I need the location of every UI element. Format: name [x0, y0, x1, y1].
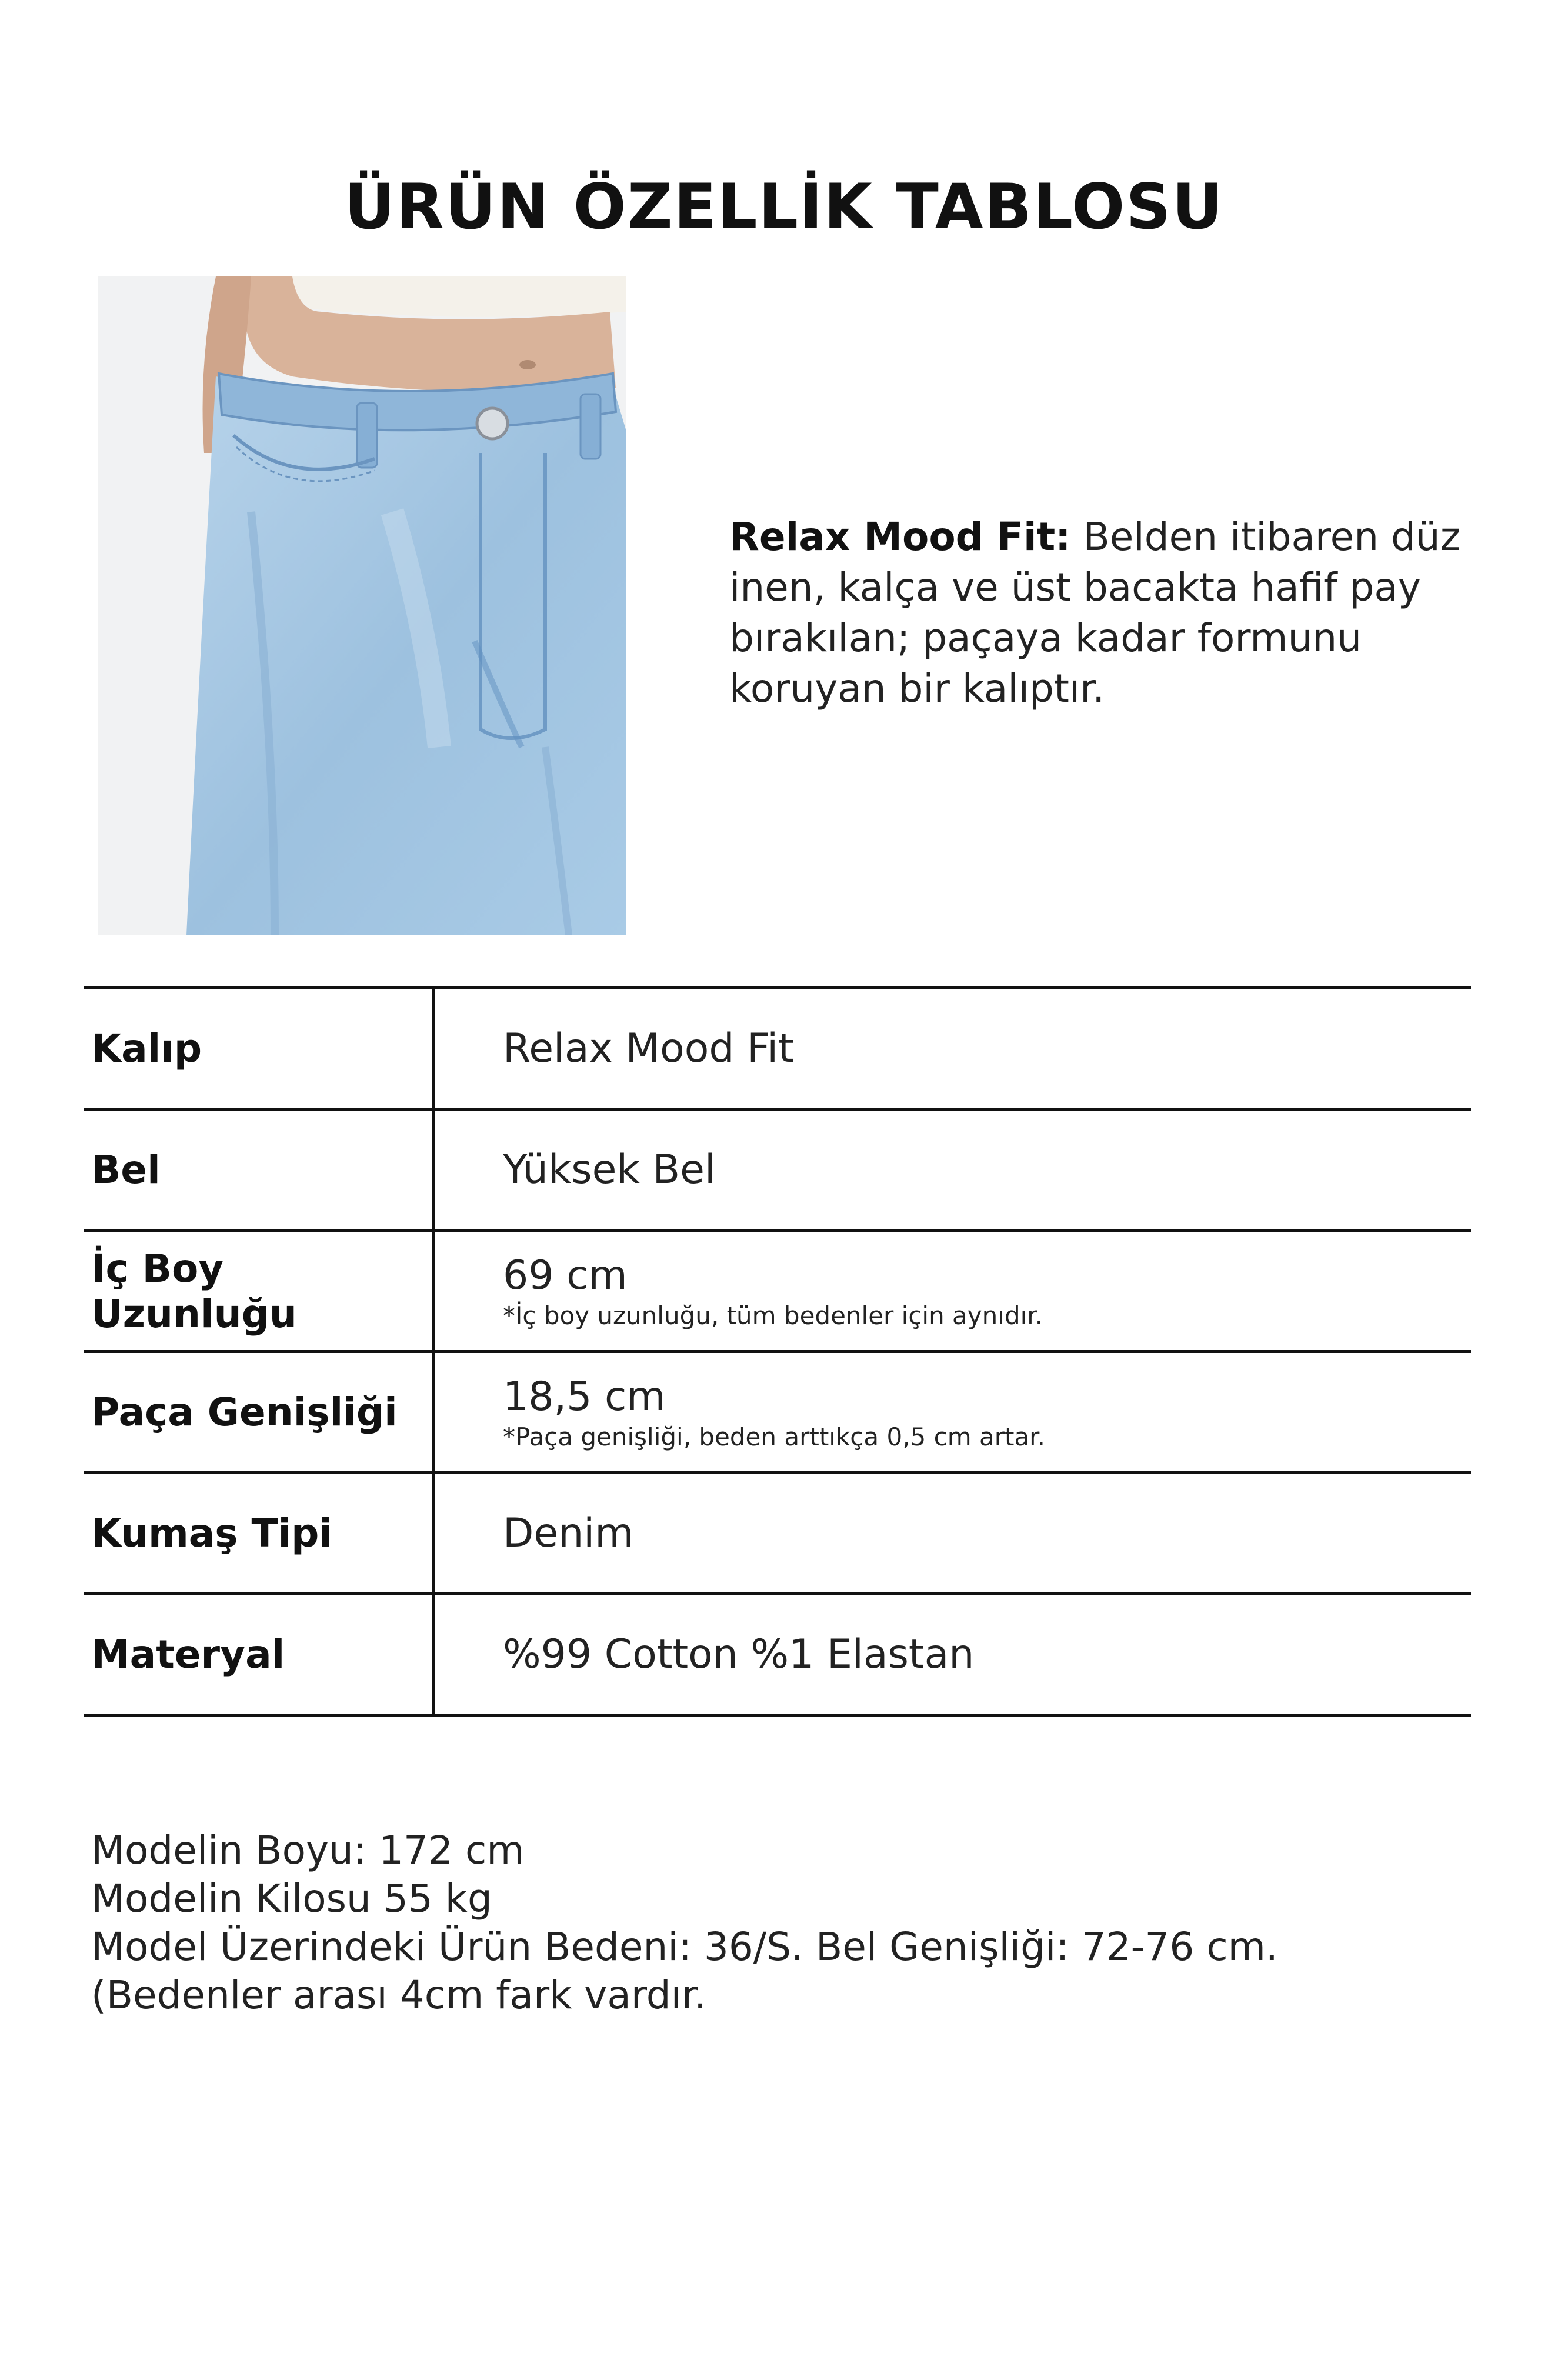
spec-table [84, 986, 1471, 1717]
spec-value-cell [435, 1474, 1471, 1592]
fit-term: Relax Mood Fit: [729, 514, 1071, 559]
spec-label: Kumaş Tipi [84, 1474, 435, 1592]
spec-note: *Paça genişliği, beden arttıkça 0,5 cm artar. [503, 1422, 1045, 1451]
spec-value-cell [435, 989, 1471, 1108]
spec-value-cell [435, 1111, 1471, 1229]
spec-row-paca [84, 1353, 1471, 1474]
spec-label: Materyal [84, 1595, 435, 1714]
model-size: Model Üzerindeki Ürün Bedeni: 36/S. Bel Genişliği: 72-76 cm. (Bedenler arası 4cm fark vardır. [91, 1924, 1278, 2018]
spec-note: *İç boy uzunluğu, tüm bedenler için aynıdır. [503, 1301, 1043, 1330]
spec-value: Denim [503, 1510, 634, 1557]
fit-text: Belden itibaren düz inen, kalça ve üst bacakta hafif pay bırakılan; paçaya kadar formunu koruyan bir kalıptır. [729, 514, 1461, 711]
product-photo [98, 276, 626, 935]
spec-label: Paça Genişliği [84, 1353, 435, 1471]
spec-row-kumas [84, 1474, 1471, 1595]
spec-label: Kalıp [84, 989, 435, 1108]
spec-value-cell [435, 1595, 1471, 1714]
model-height: Modelin Boyu: 172 cm [91, 1828, 525, 1873]
spec-row-bel [84, 1111, 1471, 1232]
fit-description [729, 512, 1494, 714]
spec-label: Bel [84, 1111, 435, 1229]
model-info [91, 1827, 1444, 2019]
spec-value: %99 Cotton %1 Elastan [503, 1631, 975, 1678]
spec-value: Relax Mood Fit [503, 1025, 794, 1072]
spec-row-ic-boy [84, 1232, 1471, 1353]
spec-label: İç Boy Uzunluğu [84, 1232, 435, 1350]
jeans-illustration [98, 276, 626, 935]
spec-row-materyal [84, 1595, 1471, 1717]
model-weight: Modelin Kilosu 55 kg [91, 1876, 492, 1921]
spec-value: Yüksek Bel [503, 1146, 716, 1193]
spec-value-cell [435, 1232, 1471, 1350]
spec-value: 69 cm [503, 1252, 628, 1299]
page-title: ÜRÜN ÖZELLİK TABLOSU [344, 171, 1224, 243]
spec-value: 18,5 cm [503, 1373, 666, 1420]
spec-value-cell [435, 1353, 1471, 1471]
spec-row-kalip [84, 989, 1471, 1111]
